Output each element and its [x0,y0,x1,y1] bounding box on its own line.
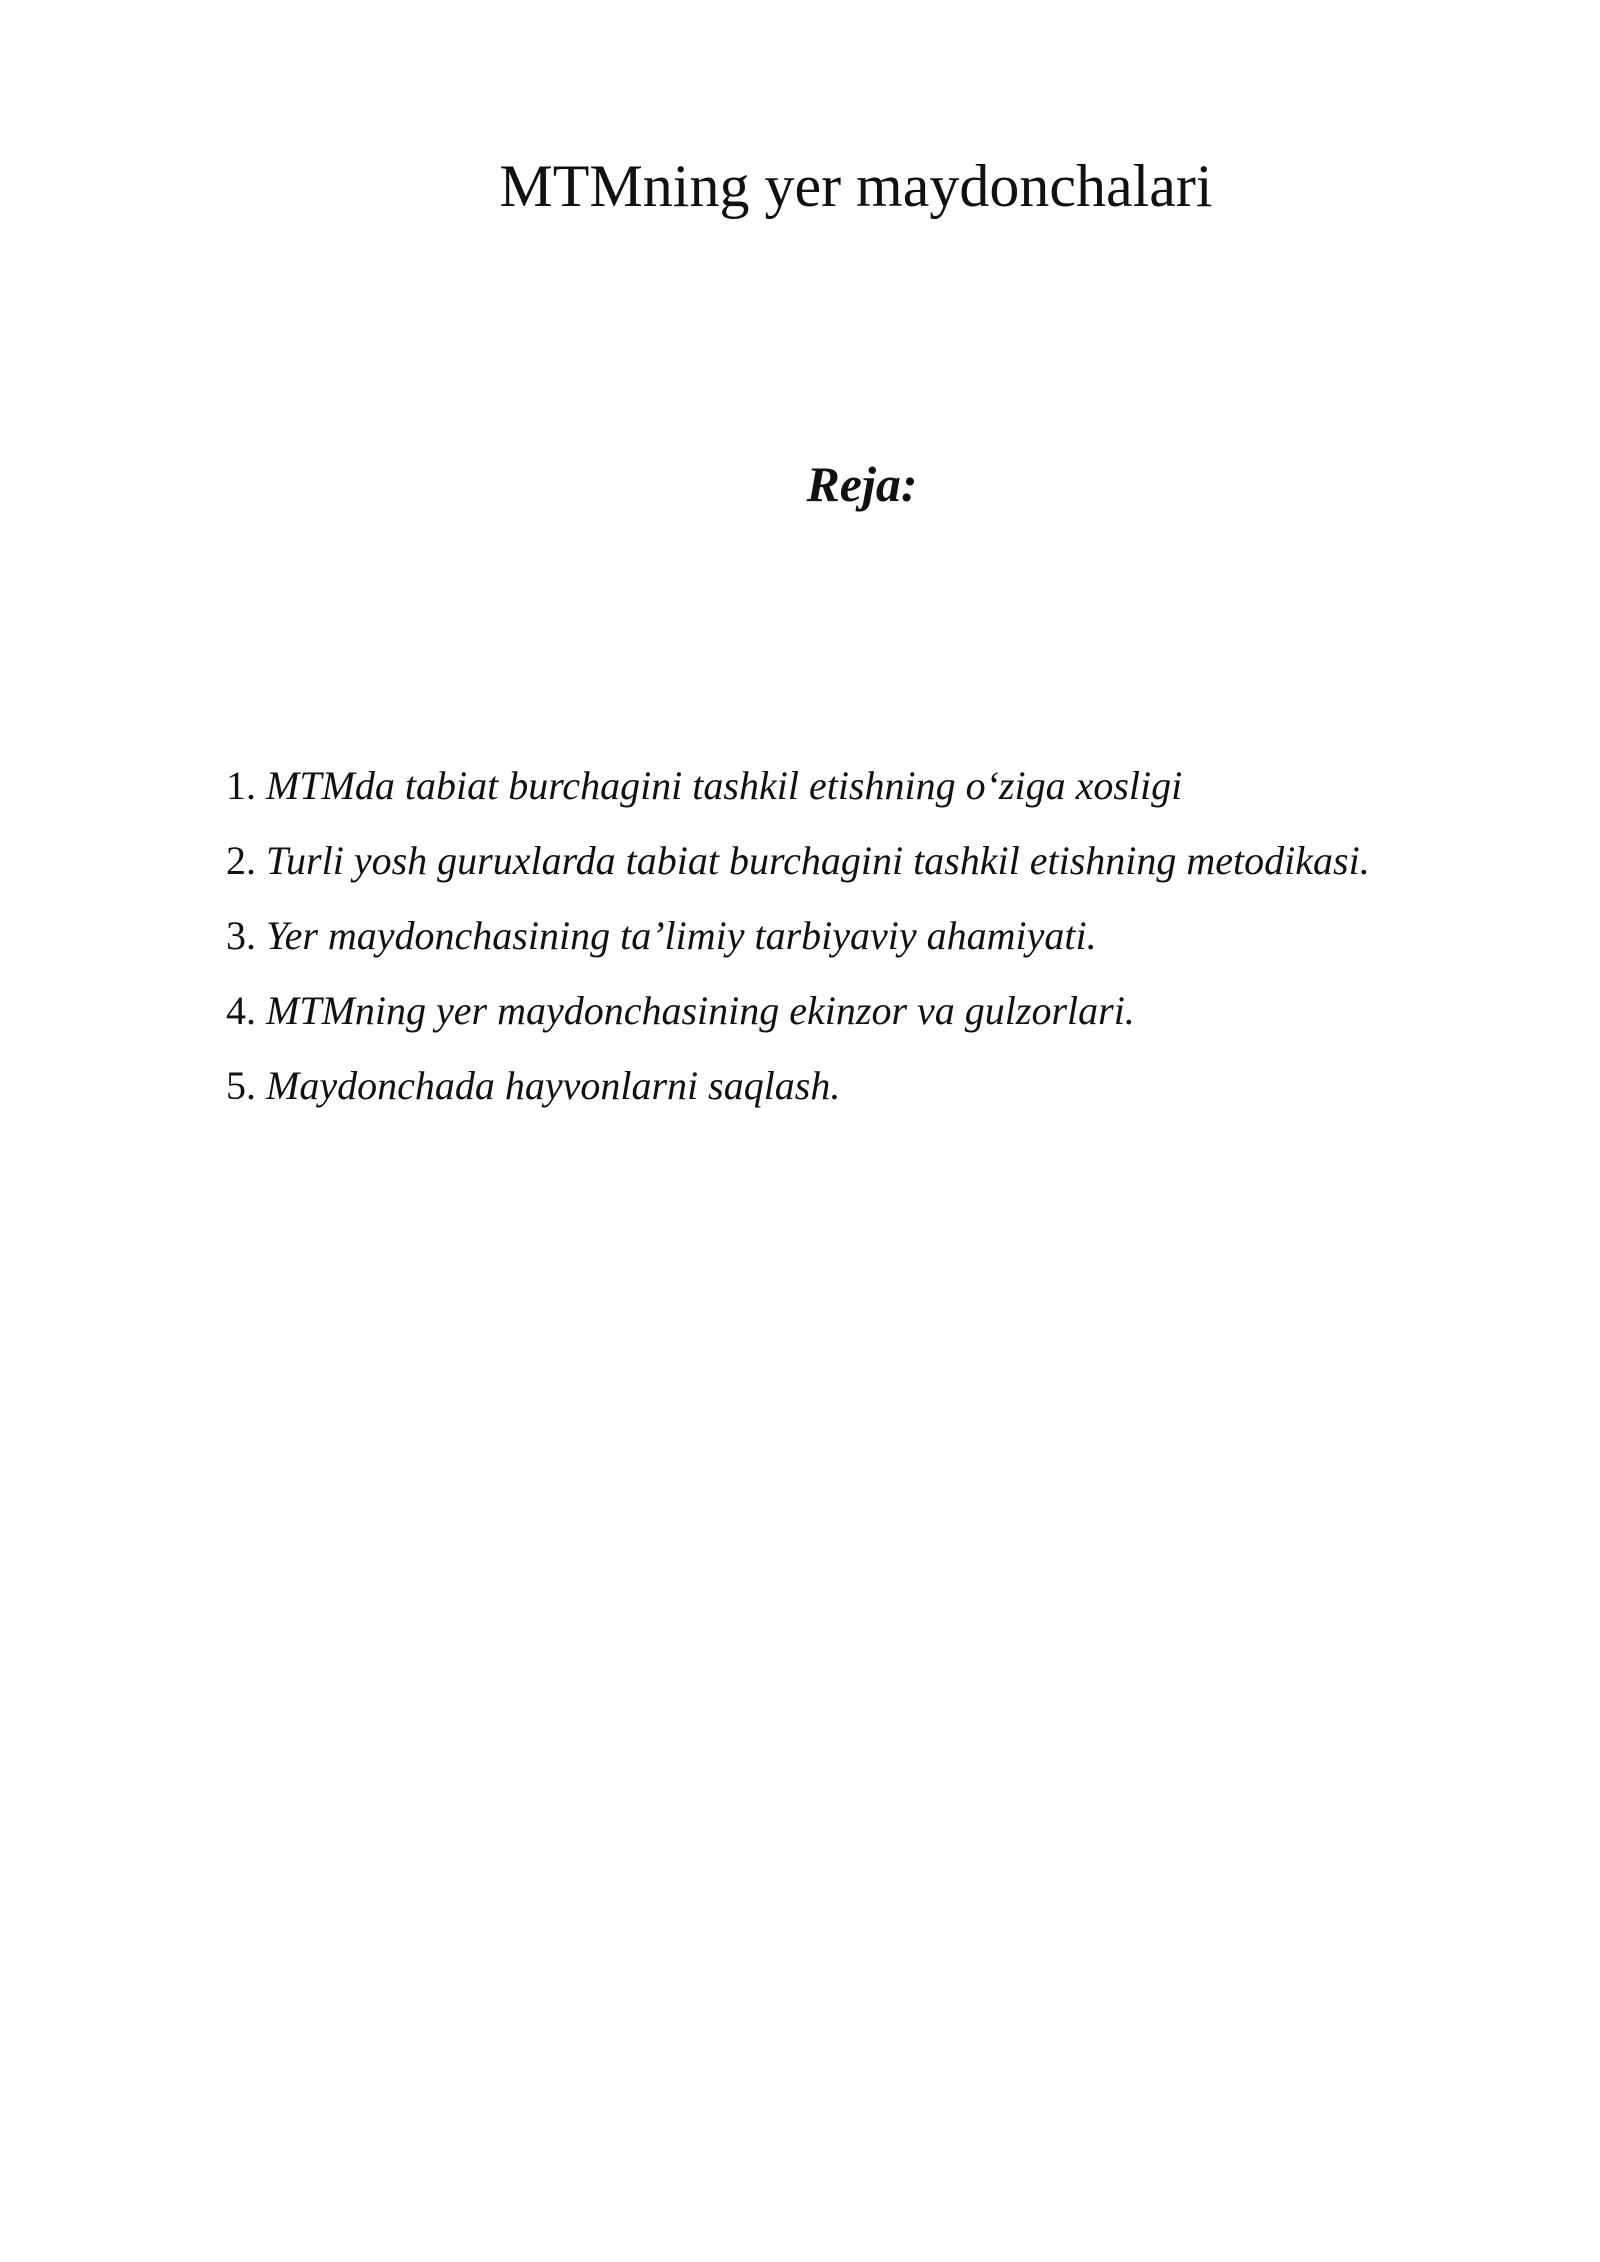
plan-heading: Reja: [806,456,918,512]
plan-item-2 [226,823,1566,898]
plan-item-3 [226,898,1566,973]
plan-item-1 [226,748,1566,823]
plan-item-4 [226,973,1566,1048]
plan-item-number: 5. [226,1063,256,1108]
plan-item-5 [226,1048,1566,1123]
plan-item-text: Yer maydonchasining ta’limiy tarbiyaviy ahamiyati. [266,913,1097,958]
plan-list [226,748,1566,1123]
plan-item-text: MTMda tabiat burchagini tashkil etishning o‘ziga xosligi [266,763,1183,808]
plan-item-number: 4. [226,988,256,1033]
plan-item-text: Maydonchada hayvonlarni saqlash. [266,1063,841,1108]
plan-item-number: 1. [226,763,256,808]
plan-item-text: MTMning yer maydonchasining ekinzor va gulzorlari. [266,988,1135,1033]
plan-item-number: 3. [226,913,256,958]
plan-item-number: 2. [226,838,256,883]
document-title: MTMning yer maydonchalari [499,153,1213,219]
plan-item-text: Turli yosh guruxlarda tabiat burchagini tashkil etishning metodikasi. [266,838,1370,883]
